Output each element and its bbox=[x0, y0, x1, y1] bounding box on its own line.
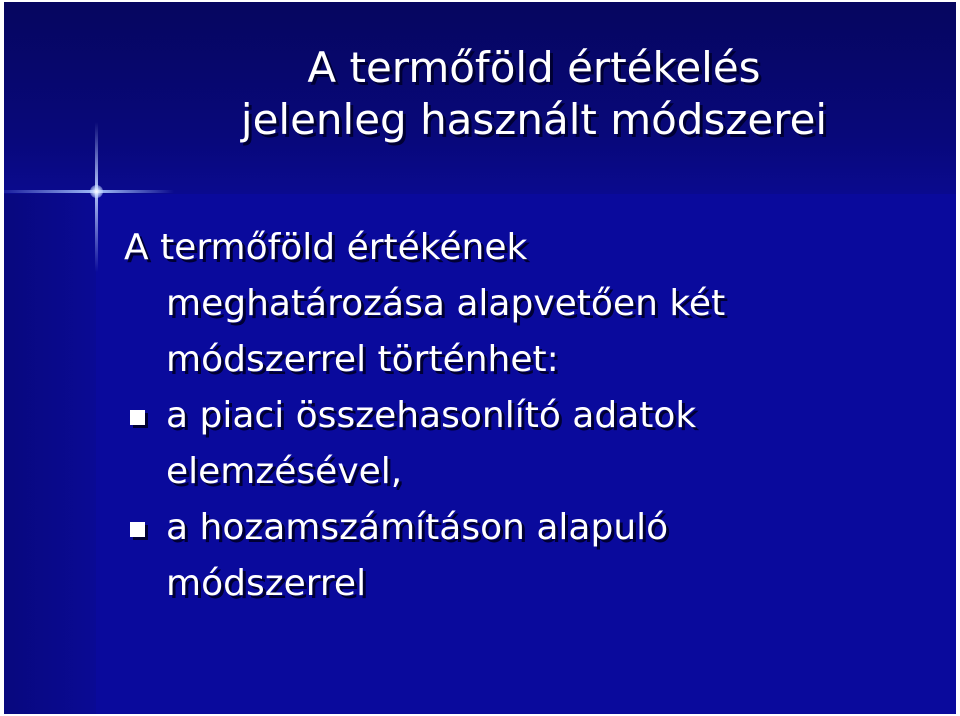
intro-paragraph bbox=[124, 220, 924, 388]
sparkle-icon bbox=[90, 185, 103, 198]
bullet-1-line-1: a piaci összehasonlító adatok bbox=[166, 395, 697, 436]
slide bbox=[4, 2, 956, 714]
bullet-2-line-2: módszerrel bbox=[166, 563, 367, 604]
intro-line-2: meghatározása alapvetően két bbox=[166, 283, 726, 324]
bullet-item-market-comparison bbox=[124, 388, 924, 500]
intro-line-3: módszerrel történhet: bbox=[166, 339, 559, 380]
decorative-horizontal-line bbox=[4, 190, 174, 193]
slide-content bbox=[124, 220, 924, 612]
left-band bbox=[4, 194, 96, 714]
bullet-item-yield-calculation bbox=[124, 500, 924, 612]
title-line-2: jelenleg használt módszerei bbox=[240, 95, 828, 144]
square-bullet-icon bbox=[130, 410, 145, 425]
title-line-1: A termőföld értékelés bbox=[307, 43, 761, 92]
square-bullet-icon bbox=[130, 522, 145, 537]
slide-title bbox=[154, 42, 914, 146]
bullet-1-line-2: elemzésével, bbox=[166, 451, 403, 492]
bullet-2-line-1: a hozamszámításon alapuló bbox=[166, 507, 669, 548]
intro-line-1: A termőföld értékének bbox=[124, 227, 528, 268]
